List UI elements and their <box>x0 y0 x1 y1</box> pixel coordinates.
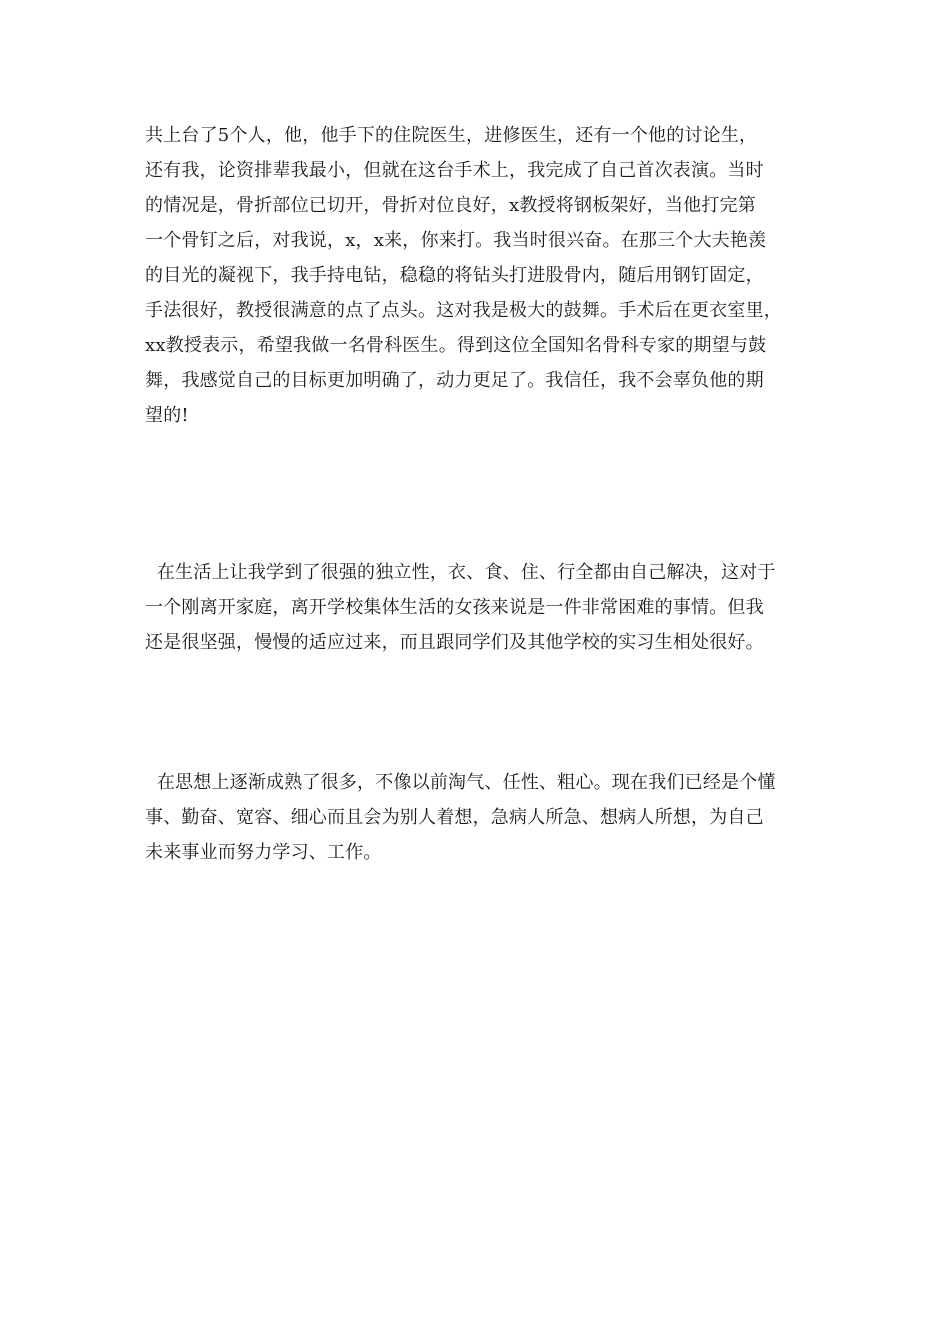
paragraph-line: xx教授表示，希望我做一名骨科医生。得到这位全国知名骨科专家的期望与鼓 <box>145 335 767 356</box>
paragraph-line: 还是很坚强，慢慢的适应过来，而且跟同学们及其他学校的实习生相处很好。 <box>145 632 764 653</box>
paragraph-thinking <box>145 765 805 870</box>
paragraph-line: 一个骨钉之后，对我说，x，x来，你来打。我当时很兴奋。在那三个大夫艳羡 <box>145 230 767 251</box>
paragraph-line: 的情况是，骨折部位已切开，骨折对位良好，x教授将钢板架好，当他打完第 <box>145 195 756 216</box>
paragraph-line: 还有我，论资排辈我最小，但就在这台手术上，我完成了自己首次表演。当时 <box>145 160 764 181</box>
paragraph-line: 手法很好，教授很满意的点了点头。这对我是极大的鼓舞。手术后在更衣室里， <box>145 300 782 321</box>
paragraph-line: 在思想上逐渐成熟了很多，不像以前淘气、任性、粗心。现在我们已经是个懂 <box>145 772 776 793</box>
paragraph-line: 一个刚离开家庭，离开学校集体生活的女孩来说是一件非常困难的事情。但我 <box>145 597 764 618</box>
paragraph-line: 的目光的凝视下，我手持电钻，稳稳的将钻头打进股骨内，随后用钢钉固定， <box>145 265 764 286</box>
paragraph-line: 望的! <box>145 405 189 426</box>
paragraph-line: 舞，我感觉自己的目标更加明确了，动力更足了。我信任，我不会辜负他的期 <box>145 370 764 391</box>
paragraph-line: 在生活上让我学到了很强的独立性，衣、食、住、行全都由自己解决，这对于 <box>145 562 776 583</box>
paragraph-surgery <box>145 118 805 433</box>
paragraph-life <box>145 555 805 660</box>
paragraph-line: 事、勤奋、宽容、细心而且会为别人着想，急病人所急、想病人所想，为自己 <box>145 807 764 828</box>
paragraph-line: 未来事业而努力学习、工作。 <box>145 842 382 863</box>
paragraph-line: 共上台了5个人，他，他手下的住院医生，进修医生，还有一个他的讨论生， <box>145 125 758 146</box>
